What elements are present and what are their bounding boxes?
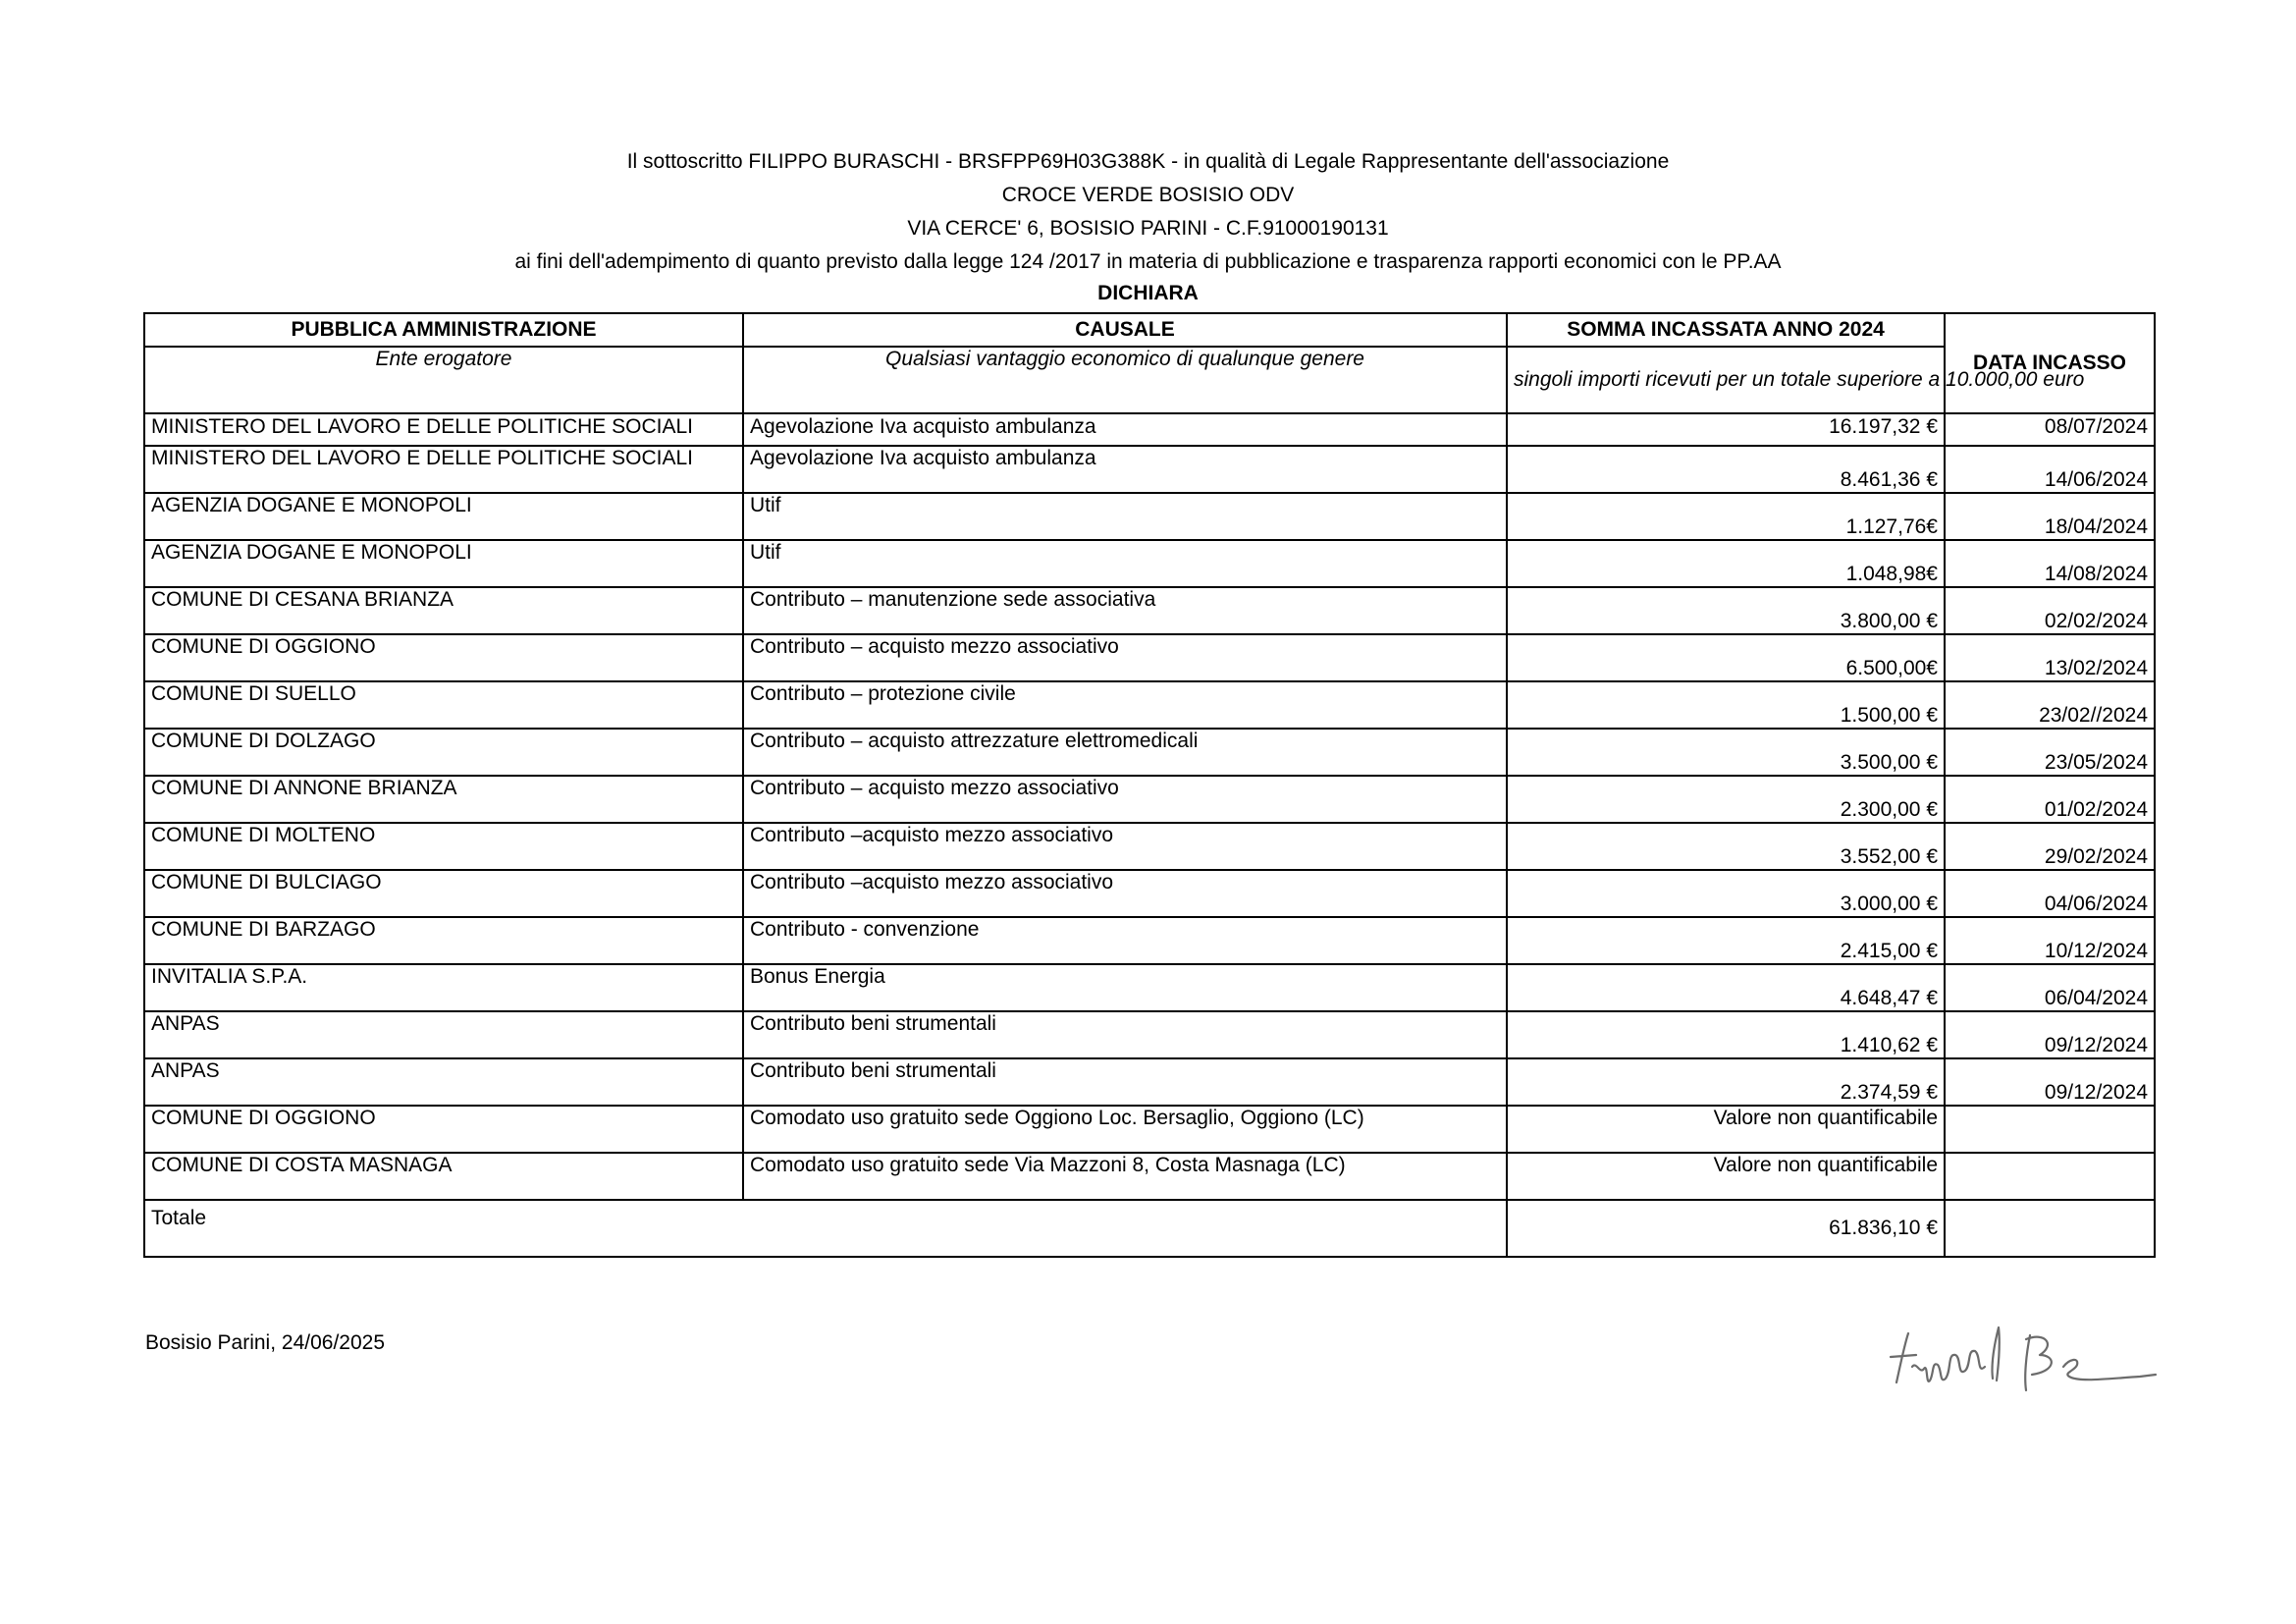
amount-cell: 3.552,00 € [1507, 823, 1945, 870]
ente-cell: ANPAS [144, 1011, 743, 1058]
amount-cell: 1.048,98€ [1507, 540, 1945, 587]
table-row [144, 1011, 2155, 1058]
table-row [144, 587, 2155, 634]
amount-cell: 2.415,00 € [1507, 917, 1945, 964]
association-name: CROCE VERDE BOSISIO ODV [1001, 184, 1295, 206]
column-header-ente: PUBBLICA AMMINISTRAZIONE [144, 313, 743, 347]
table-row [144, 870, 2155, 917]
amount-cell: 16.197,32 € [1507, 413, 1945, 446]
amount-cell: 1.127,76€ [1507, 493, 1945, 540]
date-cell: 29/02/2024 [1945, 823, 2155, 870]
column-header-somma: SOMMA INCASSATA ANNO 2024 [1507, 313, 1945, 347]
causale-cell: Contributo beni strumentali [743, 1058, 1507, 1106]
subheader-somma: singoli importi ricevuti per un totale superiore a 10.000,00 euro [1507, 347, 1945, 413]
table-row [144, 681, 2155, 729]
causale-cell: Contributo beni strumentali [743, 1011, 1507, 1058]
amount-cell: 3.000,00 € [1507, 870, 1945, 917]
amount-cell: 3.500,00 € [1507, 729, 1945, 776]
ente-cell: COMUNE DI DOLZAGO [144, 729, 743, 776]
date-cell: 23/05/2024 [1945, 729, 2155, 776]
ente-cell: AGENZIA DOGANE E MONOPOLI [144, 540, 743, 587]
table-row [144, 493, 2155, 540]
contributions-table [143, 312, 2156, 1258]
date-cell: 13/02/2024 [1945, 634, 2155, 681]
amount-cell: 6.500,00€ [1507, 634, 1945, 681]
amount-cell: 3.800,00 € [1507, 587, 1945, 634]
date-cell: 01/02/2024 [1945, 776, 2155, 823]
causale-cell: Agevolazione Iva acquisto ambulanza [743, 413, 1507, 446]
date-cell [1945, 1106, 2155, 1153]
association-address: VIA CERCE' 6, BOSISIO PARINI - C.F.91000190131 [907, 217, 1389, 240]
date-cell: 08/07/2024 [1945, 413, 2155, 446]
total-date-cell [1945, 1200, 2155, 1257]
date-cell: 09/12/2024 [1945, 1058, 2155, 1106]
value-cell: Valore non quantificabile [1507, 1106, 1945, 1153]
table-row [144, 540, 2155, 587]
date-cell [1945, 1153, 2155, 1200]
table-row [144, 1058, 2155, 1106]
table-row [144, 634, 2155, 681]
ente-cell: MINISTERO DEL LAVORO E DELLE POLITICHE SOCIALI [144, 446, 743, 493]
subheader-causale: Qualsiasi vantaggio economico di qualunque genere [743, 347, 1507, 413]
ente-cell: ANPAS [144, 1058, 743, 1106]
date-cell: 10/12/2024 [1945, 917, 2155, 964]
causale-cell: Contributo – protezione civile [743, 681, 1507, 729]
causale-cell: Contributo –acquisto mezzo associativo [743, 823, 1507, 870]
amount-cell: 4.648,47 € [1507, 964, 1945, 1011]
causale-cell: Bonus Energia [743, 964, 1507, 1011]
amount-cell: 1.500,00 € [1507, 681, 1945, 729]
table-row [144, 729, 2155, 776]
total-amount: 61.836,10 € [1507, 1200, 1945, 1257]
subheader-ente: Ente erogatore [144, 347, 743, 413]
date-cell: 23/02//2024 [1945, 681, 2155, 729]
table-row [144, 917, 2155, 964]
date-cell: 14/06/2024 [1945, 446, 2155, 493]
date-cell: 06/04/2024 [1945, 964, 2155, 1011]
causale-cell: Contributo - convenzione [743, 917, 1507, 964]
ente-cell: AGENZIA DOGANE E MONOPOLI [144, 493, 743, 540]
causale-cell: Contributo – acquisto mezzo associativo [743, 634, 1507, 681]
date-cell: 18/04/2024 [1945, 493, 2155, 540]
place-and-date: Bosisio Parini, 24/06/2025 [145, 1331, 385, 1354]
declaration-header [0, 145, 2296, 308]
amount-cell: 1.410,62 € [1507, 1011, 1945, 1058]
table-row [144, 823, 2155, 870]
ente-cell: COMUNE DI BARZAGO [144, 917, 743, 964]
ente-cell: COMUNE DI SUELLO [144, 681, 743, 729]
ente-cell: COMUNE DI COSTA MASNAGA [144, 1153, 743, 1200]
amount-cell: 8.461,36 € [1507, 446, 1945, 493]
causale-cell: Agevolazione Iva acquisto ambulanza [743, 446, 1507, 493]
date-cell: 09/12/2024 [1945, 1011, 2155, 1058]
table-row [144, 1106, 2155, 1153]
ente-cell: INVITALIA S.P.A. [144, 964, 743, 1011]
ente-cell: COMUNE DI ANNONE BRIANZA [144, 776, 743, 823]
causale-cell: Contributo – acquisto mezzo associativo [743, 776, 1507, 823]
declaration-title: DICHIARA [1097, 282, 1199, 304]
value-cell: Valore non quantificabile [1507, 1153, 1945, 1200]
causale-cell: Utif [743, 493, 1507, 540]
causale-cell: Contributo – manutenzione sede associativa [743, 587, 1507, 634]
causale-cell: Comodato uso gratuito sede Via Mazzoni 8, Costa Masnaga (LC) [743, 1153, 1507, 1200]
table-row [144, 1153, 2155, 1200]
ente-cell: COMUNE DI BULCIAGO [144, 870, 743, 917]
law-reference-line: ai fini dell'adempimento di quanto previsto dalla legge 124 /2017 in materia di pubblicazione e trasparenza rapporti economici con le PP.AA [514, 250, 1782, 273]
declarant-line: Il sottoscritto FILIPPO BURASCHI - BRSFPP69H03G388K - in qualità di Legale Rappresentante dell'associazione [626, 150, 1670, 173]
amount-cell: 2.300,00 € [1507, 776, 1945, 823]
table-row [144, 776, 2155, 823]
date-cell: 14/08/2024 [1945, 540, 2155, 587]
date-cell: 04/06/2024 [1945, 870, 2155, 917]
table-row [144, 413, 2155, 446]
column-header-data: DATA INCASSO [1945, 313, 2155, 413]
total-label: Totale [144, 1200, 1507, 1257]
ente-cell: MINISTERO DEL LAVORO E DELLE POLITICHE SOCIALI [144, 413, 743, 446]
signature [1883, 1306, 2167, 1414]
table-body [144, 413, 2155, 1257]
table-row [144, 446, 2155, 493]
column-header-causale: CAUSALE [743, 313, 1507, 347]
causale-cell: Contributo – acquisto attrezzature elettromedicali [743, 729, 1507, 776]
ente-cell: COMUNE DI OGGIONO [144, 1106, 743, 1153]
ente-cell: COMUNE DI MOLTENO [144, 823, 743, 870]
total-row [144, 1200, 2155, 1257]
amount-cell: 2.374,59 € [1507, 1058, 1945, 1106]
causale-cell: Utif [743, 540, 1507, 587]
causale-cell: Contributo –acquisto mezzo associativo [743, 870, 1507, 917]
causale-cell: Comodato uso gratuito sede Oggiono Loc. Bersaglio, Oggiono (LC) [743, 1106, 1507, 1153]
date-cell: 02/02/2024 [1945, 587, 2155, 634]
ente-cell: COMUNE DI CESANA BRIANZA [144, 587, 743, 634]
table-row [144, 964, 2155, 1011]
ente-cell: COMUNE DI OGGIONO [144, 634, 743, 681]
